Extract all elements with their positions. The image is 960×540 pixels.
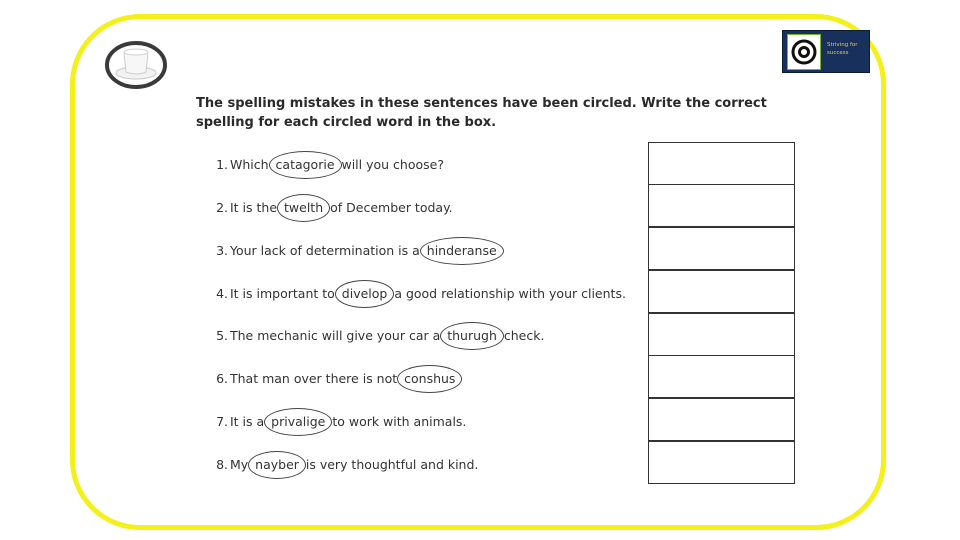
answer-box-5[interactable] bbox=[648, 313, 795, 356]
sentence-number: 8. bbox=[216, 457, 228, 472]
instructions: The spelling mistakes in these sentences have been circled. Write the correct spelling for each circled word in the box. bbox=[196, 96, 767, 130]
sentence-text-after: to work with animals. bbox=[328, 414, 467, 429]
circled-word: divelop bbox=[339, 283, 391, 305]
sentence-8 bbox=[200, 454, 478, 476]
circled-word: hinderanse bbox=[424, 240, 500, 262]
sentence-7 bbox=[200, 411, 466, 433]
sentence-text-before: It is a bbox=[230, 414, 269, 429]
sentence-number: 1. bbox=[216, 157, 228, 172]
sentence-3 bbox=[200, 240, 500, 262]
sentence-1 bbox=[200, 154, 444, 176]
sentence-number: 3. bbox=[216, 243, 228, 258]
sentence-text-before: My bbox=[230, 457, 253, 472]
sentence-text-after: is very thoughtful and kind. bbox=[301, 457, 479, 472]
answer-box-2[interactable] bbox=[648, 184, 795, 227]
sentence-text-before: The mechanic will give your car a bbox=[230, 328, 445, 343]
answer-box-3[interactable] bbox=[648, 227, 795, 270]
sentence-text-before: That man over there is not bbox=[230, 371, 402, 386]
sentence-text-before: It is the bbox=[230, 200, 282, 215]
answer-box-7[interactable] bbox=[648, 398, 795, 441]
circled-word: conshus bbox=[401, 368, 458, 390]
top-hat-icon bbox=[105, 40, 167, 90]
circled-word: thurugh bbox=[444, 325, 500, 347]
sentence-number: 5. bbox=[216, 328, 228, 343]
logo bbox=[782, 30, 870, 73]
sentence-text-before: Which bbox=[230, 157, 273, 172]
sentence-2 bbox=[200, 197, 453, 219]
sentence-text-after: will you choose? bbox=[337, 157, 444, 172]
sentence-text-after: of December today. bbox=[326, 200, 453, 215]
sentence-number: 7. bbox=[216, 414, 228, 429]
target-icon bbox=[788, 35, 820, 69]
logo-tagline: Striving for success bbox=[827, 42, 858, 56]
circled-word: privalige bbox=[268, 411, 328, 433]
sentence-5 bbox=[200, 325, 544, 347]
sentence-text-after: check. bbox=[499, 328, 545, 343]
sentence-text-before: Your lack of determination is a bbox=[230, 243, 424, 258]
target-badge bbox=[787, 34, 821, 70]
sentence-number: 6. bbox=[216, 371, 228, 386]
answer-box-4[interactable] bbox=[648, 270, 795, 313]
circled-word: catagorie bbox=[273, 154, 338, 176]
sentence-number: 4. bbox=[216, 286, 228, 301]
answer-box-8[interactable] bbox=[648, 441, 795, 484]
answer-box-1[interactable] bbox=[648, 142, 795, 185]
circled-word: twelth bbox=[281, 197, 326, 219]
sentence-text-after: a good relationship with your clients. bbox=[390, 286, 626, 301]
sentence-number: 2. bbox=[216, 200, 228, 215]
sentence-text-before: It is important to bbox=[230, 286, 339, 301]
circled-word: nayber bbox=[252, 454, 302, 476]
answer-box-6[interactable] bbox=[648, 355, 795, 398]
sentence-4 bbox=[200, 283, 626, 305]
sentence-6 bbox=[200, 368, 458, 390]
